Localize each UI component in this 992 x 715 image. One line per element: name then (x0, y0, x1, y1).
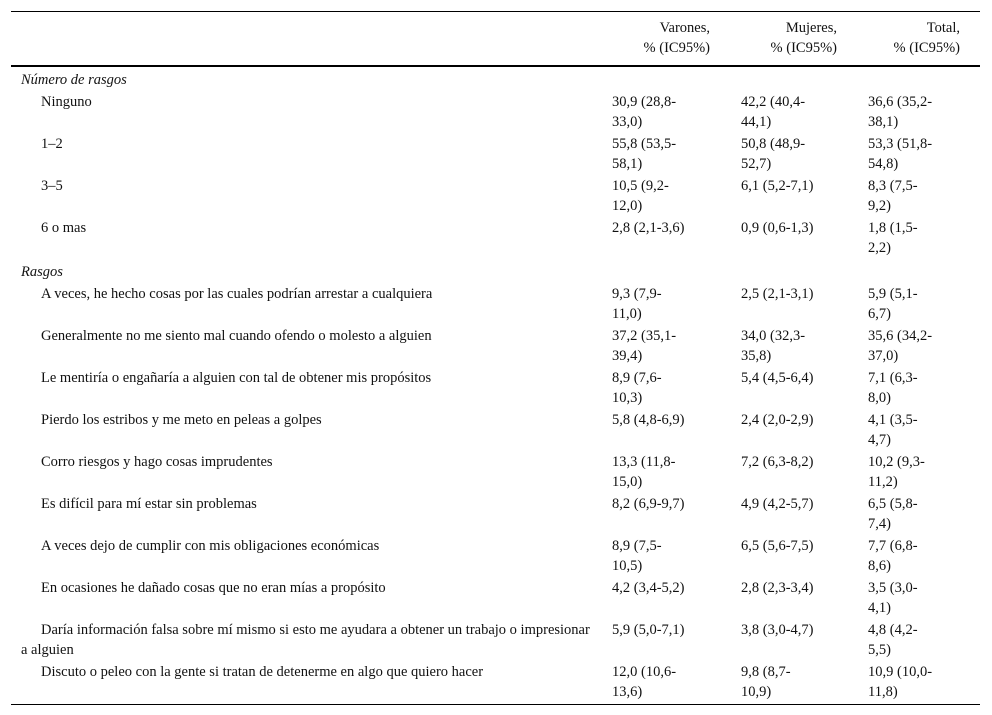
cell-mujeres: 4,9 (4,2-5,7) (741, 496, 814, 512)
cell-varones: 8,9 (7,5-10,5) (612, 538, 662, 574)
cell-mujeres: 2,4 (2,0-2,9) (741, 412, 814, 428)
table-row (11, 620, 980, 662)
cell-mujeres: 42,2 (40,4-44,1) (741, 94, 806, 130)
cell-varones: 30,9 (28,8-33,0) (612, 94, 677, 130)
header-mujeres: Mujeres, % (IC95%) (770, 20, 837, 56)
cell-total: 10,9 (10,0-11,8) (868, 664, 933, 700)
cell-mujeres: 7,2 (6,3-8,2) (741, 454, 814, 470)
cell-varones: 13,3 (11,8-15,0) (612, 454, 676, 490)
cell-mujeres: 5,4 (4,5-6,4) (741, 370, 814, 386)
table-row (11, 92, 980, 134)
row-label: Discuto o peleo con la gente si tratan de detenerme en algo que quiero hacer (41, 664, 484, 680)
cell-total: 3,5 (3,0-4,1) (868, 580, 918, 616)
prevalence-table (11, 11, 980, 705)
row-label: 1–2 (41, 136, 63, 152)
cell-mujeres: 6,1 (5,2-7,1) (741, 178, 814, 194)
table-row (11, 176, 980, 218)
table-row (11, 368, 980, 410)
row-label: Generalmente no me siento mal cuando ofendo o molesto a alguien (41, 328, 432, 344)
cell-total: 7,1 (6,3-8,0) (868, 370, 918, 406)
row-label: 3–5 (41, 178, 63, 194)
cell-mujeres: 34,0 (32,3-35,8) (741, 328, 806, 364)
cell-varones: 5,9 (5,0-7,1) (612, 622, 685, 638)
cell-varones: 10,5 (9,2-12,0) (612, 178, 669, 214)
table-row (11, 410, 980, 452)
row-label: A veces, he hecho cosas por las cuales podrían arrestar a cualquiera (41, 286, 433, 302)
cell-total: 8,3 (7,5-9,2) (868, 178, 918, 214)
cell-varones: 9,3 (7,9-11,0) (612, 286, 662, 322)
cell-total: 53,3 (51,8-54,8) (868, 136, 933, 172)
row-label: Pierdo los estribos y me meto en peleas a golpes (41, 412, 322, 428)
table-row (11, 578, 980, 620)
cell-total: 10,2 (9,3-11,2) (868, 454, 925, 490)
cell-varones: 37,2 (35,1-39,4) (612, 328, 677, 364)
cell-varones: 8,2 (6,9-9,7) (612, 496, 685, 512)
cell-mujeres: 9,8 (8,7-10,9) (741, 664, 791, 700)
row-label: 6 o mas (41, 220, 87, 236)
table-row (11, 284, 980, 326)
cell-varones: 5,8 (4,8-6,9) (612, 412, 685, 428)
cell-varones: 8,9 (7,6-10,3) (612, 370, 662, 406)
table-container (11, 11, 980, 705)
cell-mujeres: 2,8 (2,3-3,4) (741, 580, 814, 596)
cell-mujeres: 0,9 (0,6-1,3) (741, 220, 814, 236)
cell-mujeres: 2,5 (2,1-3,1) (741, 286, 814, 302)
table-row (11, 218, 980, 260)
cell-varones: 2,8 (2,1-3,6) (612, 220, 685, 236)
section-header: Rasgos (21, 264, 63, 280)
table-row (11, 494, 980, 536)
header-varones: Varones, % (IC95%) (643, 20, 710, 56)
section-header: Número de rasgos (21, 72, 127, 88)
table-row (11, 452, 980, 494)
cell-varones: 55,8 (53,5-58,1) (612, 136, 677, 172)
row-label: En ocasiones he dañado cosas que no eran mías a propósito (41, 580, 386, 596)
header-row (11, 12, 980, 67)
row-label: Es difícil para mí estar sin problemas (41, 496, 257, 512)
row-label: Le mentiría o engañaría a alguien con tal de obtener mis propósitos (41, 370, 432, 386)
cell-total: 35,6 (34,2-37,0) (868, 328, 933, 364)
cell-mujeres: 50,8 (48,9-52,7) (741, 136, 806, 172)
cell-total: 4,1 (3,5-4,7) (868, 412, 918, 448)
cell-total: 5,9 (5,1-6,7) (868, 286, 918, 322)
cell-varones: 4,2 (3,4-5,2) (612, 580, 685, 596)
cell-mujeres: 3,8 (3,0-4,7) (741, 622, 814, 638)
table-row (11, 662, 980, 705)
cell-total: 36,6 (35,2-38,1) (868, 94, 933, 130)
cell-total: 1,8 (1,5-2,2) (868, 220, 918, 256)
table-row (11, 536, 980, 578)
row-label: Ninguno (41, 94, 92, 110)
cell-total: 7,7 (6,8-8,6) (868, 538, 918, 574)
table-row (11, 134, 980, 176)
cell-total: 6,5 (5,8-7,4) (868, 496, 918, 532)
cell-mujeres: 6,5 (5,6-7,5) (741, 538, 814, 554)
table-row (11, 326, 980, 368)
row-label: A veces dejo de cumplir con mis obligaciones económicas (41, 538, 380, 554)
cell-total: 4,8 (4,2-5,5) (868, 622, 918, 658)
table-body (11, 66, 980, 705)
row-label: Corro riesgos y hago cosas imprudentes (41, 454, 273, 470)
cell-varones: 12,0 (10,6-13,6) (612, 664, 677, 700)
header-label-col (11, 12, 601, 67)
header-total: Total, % (IC95%) (893, 20, 960, 56)
row-label: Daría información falsa sobre mí mismo si esto me ayudara a obtener un trabajo o impresionar a alguien (21, 622, 590, 658)
